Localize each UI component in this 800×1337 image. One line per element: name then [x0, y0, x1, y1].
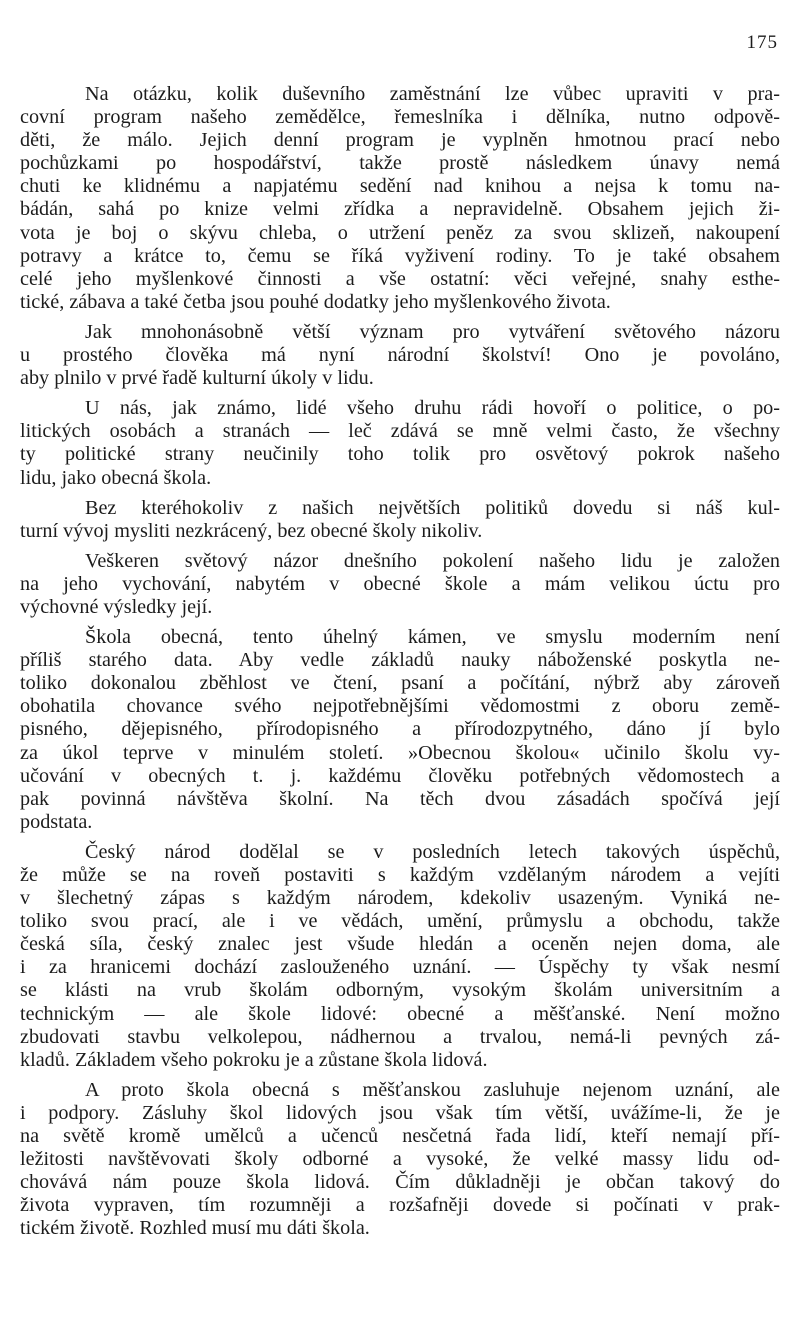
text-line: ležitosti navštěvovati školy odborné a vysoké, že velké massy lidu od-: [20, 1148, 780, 1171]
body-text: [20, 83, 780, 1248]
text-line: učování v obecných t. j. každému člověku potřebných vědomostech a: [20, 764, 780, 787]
text-line: příliš starého data. Aby vedle základů nauky náboženské poskytla ne-: [20, 649, 780, 672]
text-line: aby plnilo v prvé řadě kulturní úkoly v lidu.: [20, 367, 374, 390]
text-line: děti, že málo. Jejich denní program je vyplněn hmotnou prací nebo: [20, 129, 780, 152]
paragraph: [20, 83, 780, 314]
paragraph: [20, 397, 780, 489]
text-line: U nás, jak známo, lidé všeho druhu rádi hovoří o politice, o po-: [85, 397, 780, 420]
text-line: kladů. Základem všeho pokroku je a zůstane škola lidová.: [20, 1048, 488, 1071]
text-line: pisného, dějepisného, přírodopisného a přírodozpytného, dáno jí bylo: [20, 718, 780, 741]
text-line: toliko dokonalou zběhlost ve čtení, psaní a počítání, nýbrž aby zároveň: [20, 672, 780, 695]
text-line: na světě kromě umělců a učenců nesčetná řada lidí, kteří nemají pří-: [20, 1125, 780, 1148]
text-line: potravy a krátce to, čemu se říká vyživení rodiny. To je také obsahem: [20, 244, 780, 267]
text-line: chovává nám pouze škola lidová. Čím důkladněji je občan takový do: [20, 1171, 780, 1194]
text-line: podstata.: [20, 810, 93, 833]
text-line: A proto škola obecná s měšťanskou zasluhuje nejenom uznání, ale: [85, 1078, 780, 1101]
text-line: pak povinná návštěva školní. Na těch dvou zásadách spočívá její: [20, 787, 780, 810]
paragraph: [20, 321, 780, 390]
text-line: Škola obecná, tento úhelný kámen, ve smyslu moderním není: [85, 626, 780, 649]
text-line: technickým — ale škole lidové: obecné a měšťanské. Není možno: [20, 1002, 780, 1025]
text-line: u prostého člověka má nyní národní školství! Ono je povoláno,: [20, 344, 780, 367]
text-line: v šlechetný zápas s každým národem, kdekoliv usazeným. Vyniká ne-: [20, 887, 780, 910]
text-line: Bez kteréhokoliv z našich největších politiků dovedu si náš kul-: [85, 496, 780, 519]
paragraph: [20, 1079, 780, 1241]
text-line: Český národ dodělal se v posledních letech takových úspěchů,: [85, 840, 780, 863]
text-line: vota je boj o skývu chleba, o utržení peněz za svou sklizeň, nakoupení: [20, 221, 780, 244]
text-line: zbudovati stavbu velkolepou, nádhernou a trvalou, nemá-li pevných zá-: [20, 1025, 780, 1048]
text-line: i podpory. Zásluhy škol lidových jsou však tím větší, uvážíme-li, že je: [20, 1101, 780, 1124]
text-line: lidu, jako obecná škola.: [20, 466, 212, 489]
text-line: pochůzkami po hospodářství, takže prostě následkem únavy nemá: [20, 152, 780, 175]
text-line: Jak mnohonásobně větší význam pro vytváření světového názoru: [85, 320, 780, 343]
text-line: česká síla, český znalec jest všude hledán a oceněn nejen doma, ale: [20, 933, 780, 956]
paragraph: [20, 497, 780, 543]
text-line: turní vývoj mysliti nezkrácený, bez obecné školy nikoliv.: [20, 519, 483, 542]
text-line: litických osobách a stranách — leč zdává se mně velmi často, že všechny: [20, 420, 780, 443]
text-line: bádán, sahá po knize velmi zřídka a nepravidelně. Obsahem jejich ži-: [20, 198, 780, 221]
text-line: že může se na roveň postaviti s každým vzdělaným národem a vejíti: [20, 864, 780, 886]
text-line: chuti ke klidnému a napjatému sedění nad knihou a nejsa k tomu na-: [20, 175, 780, 198]
text-line: výchovné výsledky její.: [20, 595, 213, 618]
paragraph: [20, 550, 780, 619]
paragraph: [20, 626, 780, 834]
text-line: se klásti na vrub školám odborným, vysokým školám universitním a: [20, 979, 780, 1002]
page-number: 175: [746, 32, 778, 53]
text-line: toliko svou prací, ale i ve vědách, umění, průmyslu a obchodu, takže: [20, 910, 780, 933]
text-line: za úkol teprve v minulém století. »Obecnou školou« učinilo školu vy-: [20, 741, 780, 764]
text-line: na jeho vychování, nabytém v obecné škole a mám velikou úctu pro: [20, 572, 780, 595]
text-line: tické, zábava a také četba jsou pouhé dodatky jeho myšlenkového života.: [20, 290, 611, 313]
text-line: obohatila chovance svého nejpotřebnějšími vědomostmi z oboru země-: [20, 695, 780, 718]
text-line: Na otázku, kolik duševního zaměstnání lze vůbec upraviti v pra-: [85, 83, 780, 105]
text-line: ty politické strany neučinily toho tolik pro osvětový pokrok našeho: [20, 443, 780, 466]
text-line: Veškeren světový názor dnešního pokolení našeho lidu je založen: [85, 549, 780, 572]
text-line: celé jeho myšlenkové činnosti a vše ostatní: věci veřejné, snahy esthe-: [20, 267, 780, 290]
text-line: covní program našeho zemědělce, řemeslníka i dělníka, nutno odpově-: [20, 106, 780, 129]
text-line: tickém životě. Rozhled musí mu dáti škola.: [20, 1217, 370, 1240]
paragraph: [20, 841, 780, 1072]
text-line: života vypraven, tím rozumněji a rozšafněji dovede si počínati v prak-: [20, 1194, 780, 1217]
text-line: i za hranicemi dochází zaslouženého uznání. — Úspěchy ty však nesmí: [20, 956, 780, 979]
